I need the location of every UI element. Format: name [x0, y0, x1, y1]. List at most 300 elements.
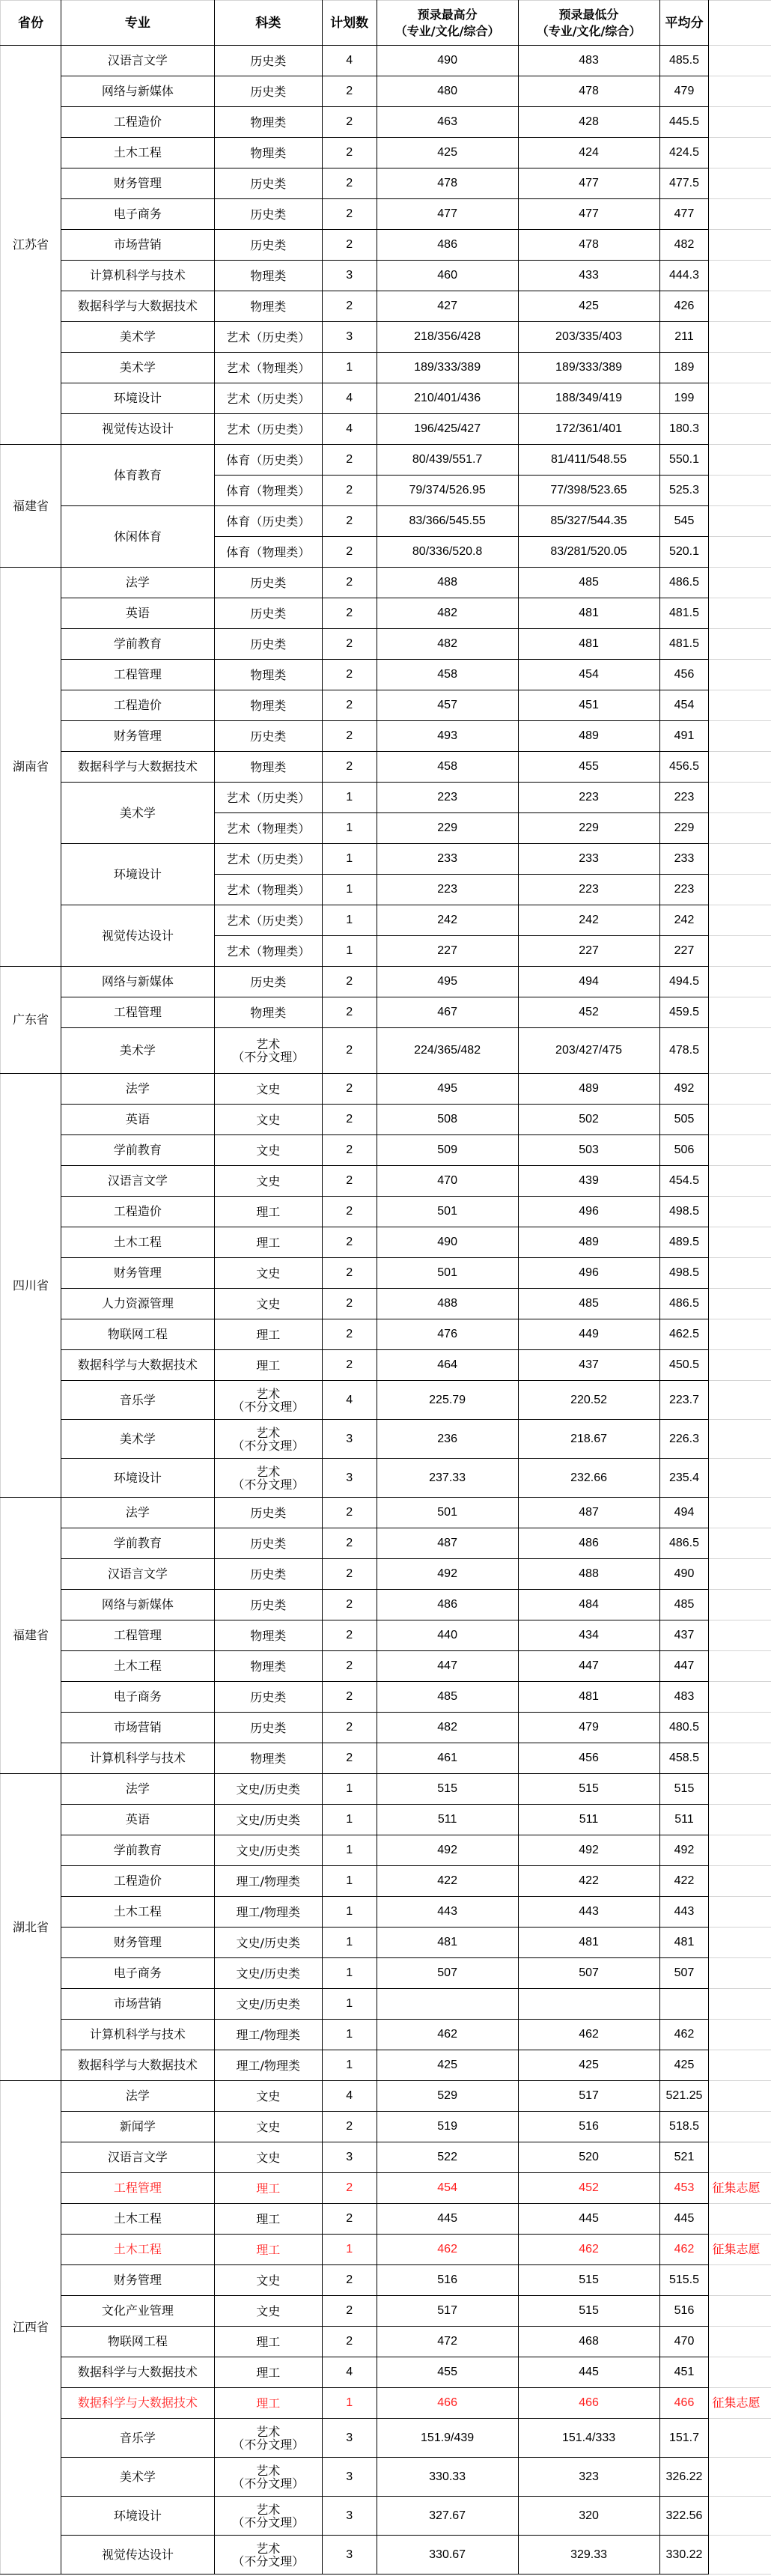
max-score-cell: 488: [377, 1289, 518, 1319]
header-max-score-line1: 预录最高分: [417, 7, 478, 22]
category-text: 艺术: [256, 1425, 281, 1440]
table-row: [1, 2020, 771, 2050]
note-cell: [709, 2112, 771, 2142]
major-cell: 新闻学: [61, 2112, 214, 2142]
max-score-cell: 462: [377, 2020, 518, 2050]
category-cell: [214, 1074, 322, 1105]
category-text: 历史类: [250, 637, 287, 651]
note-cell: [709, 1928, 771, 1958]
max-score-cell: 210/401/436: [377, 383, 518, 414]
table-row: [1, 1620, 771, 1651]
average-score-cell: 481.5: [659, 629, 709, 660]
max-score-cell: 467: [377, 997, 518, 1028]
note-cell: [709, 1528, 771, 1559]
major-cell: 财务管理: [61, 168, 214, 199]
category-cell: [214, 1651, 322, 1682]
category-cell: [214, 1528, 322, 1559]
plan-count-cell: 1: [322, 1866, 377, 1897]
average-score-cell: 477.5: [659, 168, 709, 199]
plan-count-cell: 2: [322, 1620, 377, 1651]
max-score-cell: 460: [377, 261, 518, 291]
average-score-cell: 330.22: [659, 2536, 709, 2575]
max-score-cell: 224/365/482: [377, 1028, 518, 1074]
plan-count-cell: 2: [322, 660, 377, 690]
min-score-cell: 494: [518, 967, 659, 997]
max-score-cell: 233: [377, 844, 518, 875]
plan-count-cell: 2: [322, 537, 377, 568]
category-text: 体育（历史类）: [226, 514, 311, 529]
province-cell: 四川省: [1, 1074, 61, 1498]
min-score-cell: 223: [518, 783, 659, 813]
max-score-cell: 236: [377, 1420, 518, 1459]
major-cell: 环境设计: [61, 1459, 214, 1498]
major-cell: 法学: [61, 2081, 214, 2112]
note-cell: [709, 291, 771, 322]
major-cell: 汉语言文学: [61, 2142, 214, 2173]
max-score-cell: 455: [377, 2357, 518, 2388]
note-cell: [709, 752, 771, 783]
average-score-cell: 459.5: [659, 997, 709, 1028]
min-score-cell: 203/427/475: [518, 1028, 659, 1074]
note-cell: [709, 2327, 771, 2357]
average-score-cell: 426: [659, 291, 709, 322]
plan-count-cell: 2: [322, 1289, 377, 1319]
average-score-cell: 447: [659, 1651, 709, 1682]
category-text: 历史类: [250, 53, 287, 68]
plan-count-cell: 3: [322, 1420, 377, 1459]
category-text: 历史类: [250, 1597, 287, 1612]
average-score-cell: 498.5: [659, 1258, 709, 1289]
min-score-cell: 455: [518, 752, 659, 783]
category-text: 理工/物理类: [236, 2058, 300, 2073]
plan-count-cell: 4: [322, 2081, 377, 2112]
max-score-cell: 327.67: [377, 2497, 518, 2536]
category-cell: [214, 629, 322, 660]
table-row: [1, 844, 771, 875]
average-score-cell: 462.5: [659, 1319, 709, 1350]
major-cell: 人力资源管理: [61, 1289, 214, 1319]
min-score-cell: 77/398/523.65: [518, 476, 659, 506]
category-text: 文史/历史类: [236, 1843, 300, 1858]
average-score-cell: 477: [659, 199, 709, 230]
note-cell: [709, 230, 771, 261]
category-cell: [214, 1989, 322, 2020]
category-text: 艺术（物理类）: [226, 944, 311, 959]
major-cell: 数据科学与大数据技术: [61, 2388, 214, 2419]
table-row: [1, 1866, 771, 1897]
major-cell: 法学: [61, 568, 214, 598]
major-cell: 视觉传达设计: [61, 414, 214, 445]
plan-count-cell: 3: [322, 261, 377, 291]
max-score-cell: 487: [377, 1528, 518, 1559]
major-cell: 数据科学与大数据技术: [61, 1350, 214, 1381]
note-cell: [709, 1074, 771, 1105]
plan-count-cell: 3: [322, 1459, 377, 1498]
average-score-cell: 454.5: [659, 1166, 709, 1197]
average-score-cell: 521.25: [659, 2081, 709, 2112]
plan-count-cell: 2: [322, 629, 377, 660]
table-row: [1, 568, 771, 598]
category-text: 历史类: [250, 176, 287, 191]
table-row: [1, 1928, 771, 1958]
table-row: [1, 1074, 771, 1105]
category-subtext: （不分文理）: [232, 2437, 305, 2452]
category-cell: [214, 1498, 322, 1528]
average-score-cell: 507: [659, 1958, 709, 1989]
major-cell: 土木工程: [61, 1227, 214, 1258]
average-score-cell: 227: [659, 936, 709, 967]
category-cell: [214, 1258, 322, 1289]
plan-count-cell: 2: [322, 199, 377, 230]
table-row: [1, 107, 771, 138]
plan-count-cell: 1: [322, 844, 377, 875]
major-cell: 休闲体育: [61, 506, 214, 568]
category-cell: [214, 230, 322, 261]
plan-count-cell: 2: [322, 1682, 377, 1713]
table-row: [1, 2458, 771, 2497]
major-cell: 美术学: [61, 783, 214, 844]
note-cell: [709, 2050, 771, 2081]
major-cell: 法学: [61, 1074, 214, 1105]
average-score-cell: 151.7: [659, 2419, 709, 2458]
category-cell: [214, 2081, 322, 2112]
table-row: [1, 383, 771, 414]
min-score-cell: 511: [518, 1805, 659, 1835]
table-row: [1, 1028, 771, 1074]
min-score-cell: 223: [518, 875, 659, 905]
note-cell: [709, 1835, 771, 1866]
max-score-cell: 511: [377, 1805, 518, 1835]
min-score-cell: 515: [518, 2296, 659, 2327]
plan-count-cell: 4: [322, 414, 377, 445]
major-cell: 法学: [61, 1774, 214, 1805]
table-row: [1, 1897, 771, 1928]
header-min-score-line2: （专业/文化/综合）: [536, 23, 642, 38]
category-cell: [214, 168, 322, 199]
category-text: 艺术: [256, 2502, 281, 2517]
min-score-cell: 486: [518, 1528, 659, 1559]
category-text: 艺术（历史类）: [226, 790, 311, 805]
note-cell: [709, 629, 771, 660]
major-cell: 土木工程: [61, 1651, 214, 1682]
min-score-cell: 483: [518, 46, 659, 76]
note-cell: [709, 1381, 771, 1420]
category-cell: [214, 291, 322, 322]
header-province: 省份: [1, 1, 61, 46]
max-score-cell: 196/425/427: [377, 414, 518, 445]
table-row: [1, 2081, 771, 2112]
category-text: 理工/物理类: [236, 1874, 300, 1889]
min-score-cell: 151.4/333: [518, 2419, 659, 2458]
note-cell: [709, 46, 771, 76]
category-text: 历史类: [250, 207, 287, 222]
plan-count-cell: 2: [322, 598, 377, 629]
table-row: [1, 690, 771, 721]
major-cell: 学前教育: [61, 629, 214, 660]
max-score-cell: 422: [377, 1866, 518, 1897]
min-score-cell: 489: [518, 721, 659, 752]
table-row: [1, 199, 771, 230]
major-cell: 音乐学: [61, 2419, 214, 2458]
note-cell: [709, 1319, 771, 1350]
table-row: [1, 445, 771, 476]
max-score-cell: 425: [377, 138, 518, 168]
category-cell: [214, 2050, 322, 2081]
major-cell: 土木工程: [61, 1897, 214, 1928]
plan-count-cell: 1: [322, 1897, 377, 1928]
max-score-cell: 458: [377, 752, 518, 783]
category-cell: [214, 2419, 322, 2458]
max-score-cell: 425: [377, 2050, 518, 2081]
average-score-cell: 521: [659, 2142, 709, 2173]
category-cell: [214, 445, 322, 476]
min-score-cell: 242: [518, 905, 659, 936]
min-score-cell: 434: [518, 1620, 659, 1651]
header-plan-count: 计划数: [322, 1, 377, 46]
major-cell: 物联网工程: [61, 2327, 214, 2357]
min-score-cell: 481: [518, 1682, 659, 1713]
note-cell: [709, 997, 771, 1028]
min-score-cell: 454: [518, 660, 659, 690]
note-cell: [709, 506, 771, 537]
plan-count-cell: 1: [322, 936, 377, 967]
note-cell: [709, 2020, 771, 2050]
max-score-cell: 517: [377, 2296, 518, 2327]
min-score-cell: 189/333/389: [518, 353, 659, 383]
header-row: [1, 1, 771, 46]
major-cell: 学前教育: [61, 1135, 214, 1166]
note-cell: [709, 1459, 771, 1498]
max-score-cell: 218/356/428: [377, 322, 518, 353]
major-cell: 数据科学与大数据技术: [61, 2357, 214, 2388]
category-cell: [214, 537, 322, 568]
max-score-cell: 440: [377, 1620, 518, 1651]
max-score-cell: 461: [377, 1743, 518, 1774]
average-score-cell: 506: [659, 1135, 709, 1166]
category-subtext: （不分文理）: [232, 1399, 305, 1414]
table-row: [1, 2327, 771, 2357]
min-score-cell: 424: [518, 138, 659, 168]
max-score-cell: 83/366/545.55: [377, 506, 518, 537]
major-cell: 体育教育: [61, 445, 214, 506]
average-score-cell: 242: [659, 905, 709, 936]
note-cell: [709, 2357, 771, 2388]
category-cell: [214, 1835, 322, 1866]
min-score-cell: 489: [518, 1227, 659, 1258]
plan-count-cell: 2: [322, 2112, 377, 2142]
category-text: 艺术（历史类）: [226, 329, 311, 344]
average-score-cell: 322.56: [659, 2497, 709, 2536]
category-cell: [214, 844, 322, 875]
plan-count-cell: 2: [322, 1166, 377, 1197]
average-score-cell: 211: [659, 322, 709, 353]
table-row: [1, 783, 771, 813]
average-score-cell: 456: [659, 660, 709, 690]
category-cell: [214, 1774, 322, 1805]
min-score-cell: 462: [518, 2235, 659, 2265]
plan-count-cell: 2: [322, 1135, 377, 1166]
major-cell: 土木工程: [61, 138, 214, 168]
plan-count-cell: 1: [322, 1774, 377, 1805]
major-cell: 环境设计: [61, 844, 214, 905]
note-cell: [709, 353, 771, 383]
category-text: 历史类: [250, 729, 287, 744]
category-cell: [214, 1135, 322, 1166]
min-score-cell: 478: [518, 230, 659, 261]
province-cell: 江苏省: [1, 46, 61, 445]
note-cell: [709, 138, 771, 168]
max-score-cell: 507: [377, 1958, 518, 1989]
category-subtext: （不分文理）: [232, 1438, 305, 1453]
min-score-cell: 452: [518, 997, 659, 1028]
min-score-cell: 489: [518, 1074, 659, 1105]
plan-count-cell: 2: [322, 1105, 377, 1135]
category-subtext: （不分文理）: [232, 1477, 305, 1492]
plan-count-cell: 2: [322, 1028, 377, 1074]
note-cell: [709, 261, 771, 291]
major-cell: 英语: [61, 598, 214, 629]
major-cell: 土木工程: [61, 2204, 214, 2235]
average-score-cell: 491: [659, 721, 709, 752]
note-cell: [709, 598, 771, 629]
max-score-cell: 80/336/520.8: [377, 537, 518, 568]
note-cell: [709, 168, 771, 199]
note-cell: [709, 1105, 771, 1135]
min-score-cell: 468: [518, 2327, 659, 2357]
average-score-cell: 466: [659, 2388, 709, 2419]
note-cell: [709, 1498, 771, 1528]
note-cell: [709, 1620, 771, 1651]
max-score-cell: 478: [377, 168, 518, 199]
province-cell: 福建省: [1, 1498, 61, 1774]
table-row: [1, 1989, 771, 2020]
category-cell: [214, 1590, 322, 1620]
category-text: 理工: [256, 1327, 281, 1342]
min-score-cell: 85/327/544.35: [518, 506, 659, 537]
table-row: [1, 967, 771, 997]
max-score-cell: 454: [377, 2173, 518, 2204]
major-cell: 环境设计: [61, 2497, 214, 2536]
max-score-cell: 482: [377, 1713, 518, 1743]
category-cell: [214, 353, 322, 383]
category-cell: [214, 721, 322, 752]
major-cell: 工程造价: [61, 1866, 214, 1897]
max-score-cell: 466: [377, 2388, 518, 2419]
category-text: 理工: [256, 2181, 281, 2196]
average-score-cell: 458.5: [659, 1743, 709, 1774]
major-cell: 学前教育: [61, 1835, 214, 1866]
plan-count-cell: 1: [322, 905, 377, 936]
table-row: [1, 752, 771, 783]
max-score-cell: 458: [377, 660, 518, 690]
max-score-cell: 462: [377, 2235, 518, 2265]
category-cell: [214, 783, 322, 813]
category-text: 艺术: [256, 1037, 281, 1051]
category-cell: [214, 568, 322, 598]
major-cell: 学前教育: [61, 1528, 214, 1559]
major-cell: 数据科学与大数据技术: [61, 2050, 214, 2081]
average-score-cell: 223.7: [659, 1381, 709, 1420]
category-text: 历史类: [250, 84, 287, 99]
category-cell: [214, 199, 322, 230]
note-cell: [709, 1651, 771, 1682]
table-row: [1, 598, 771, 629]
plan-count-cell: 1: [322, 1958, 377, 1989]
average-score-cell: 450.5: [659, 1350, 709, 1381]
average-score-cell: 422: [659, 1866, 709, 1897]
plan-count-cell: 3: [322, 2419, 377, 2458]
category-text: 文史/历史类: [236, 1996, 300, 2011]
average-score-cell: 233: [659, 844, 709, 875]
max-score-cell: 229: [377, 813, 518, 844]
header-min-score-line1: 预录最低分: [558, 7, 619, 22]
table-row: [1, 322, 771, 353]
category-cell: [214, 76, 322, 107]
plan-count-cell: 1: [322, 813, 377, 844]
max-score-cell: 486: [377, 1590, 518, 1620]
average-score-cell: 424.5: [659, 138, 709, 168]
min-score-cell: 487: [518, 1498, 659, 1528]
category-subtext: （不分文理）: [232, 2515, 305, 2530]
category-text: 历史类: [250, 1536, 287, 1551]
note-cell: [709, 844, 771, 875]
max-score-cell: 482: [377, 598, 518, 629]
min-score-cell: 507: [518, 1958, 659, 1989]
max-score-cell: 490: [377, 1227, 518, 1258]
table-row: [1, 660, 771, 690]
category-cell: [214, 1805, 322, 1835]
category-text: 历史类: [250, 974, 287, 989]
plan-count-cell: 2: [322, 1258, 377, 1289]
category-cell: [214, 1227, 322, 1258]
max-score-cell: 227: [377, 936, 518, 967]
header-category: 科类: [214, 1, 322, 46]
plan-count-cell: 4: [322, 383, 377, 414]
note-cell: [709, 936, 771, 967]
category-text: 艺术: [256, 2424, 281, 2439]
note-cell: [709, 967, 771, 997]
average-score-cell: 515.5: [659, 2265, 709, 2296]
category-text: 艺术（物理类）: [226, 882, 311, 897]
min-score-cell: 232.66: [518, 1459, 659, 1498]
plan-count-cell: 2: [322, 291, 377, 322]
plan-count-cell: 2: [322, 2204, 377, 2235]
category-cell: [214, 1459, 322, 1498]
max-score-cell: 464: [377, 1350, 518, 1381]
category-cell: [214, 476, 322, 506]
average-score-cell: 498.5: [659, 1197, 709, 1227]
category-cell: [214, 1105, 322, 1135]
max-score-cell: 529: [377, 2081, 518, 2112]
plan-count-cell: 1: [322, 1835, 377, 1866]
category-cell: [214, 1559, 322, 1590]
min-score-cell: 425: [518, 2050, 659, 2081]
min-score-cell: 520: [518, 2142, 659, 2173]
max-score-cell: 457: [377, 690, 518, 721]
category-cell: [214, 261, 322, 291]
min-score-cell: 428: [518, 107, 659, 138]
table-row: [1, 2204, 771, 2235]
category-cell: [214, 1197, 322, 1227]
max-score-cell: 470: [377, 1166, 518, 1197]
major-cell: 环境设计: [61, 383, 214, 414]
plan-count-cell: 3: [322, 2497, 377, 2536]
average-score-cell: 445: [659, 2204, 709, 2235]
min-score-cell: 492: [518, 1835, 659, 1866]
category-text: 物理类: [250, 299, 287, 314]
table-row: [1, 46, 771, 76]
average-score-cell: 444.3: [659, 261, 709, 291]
